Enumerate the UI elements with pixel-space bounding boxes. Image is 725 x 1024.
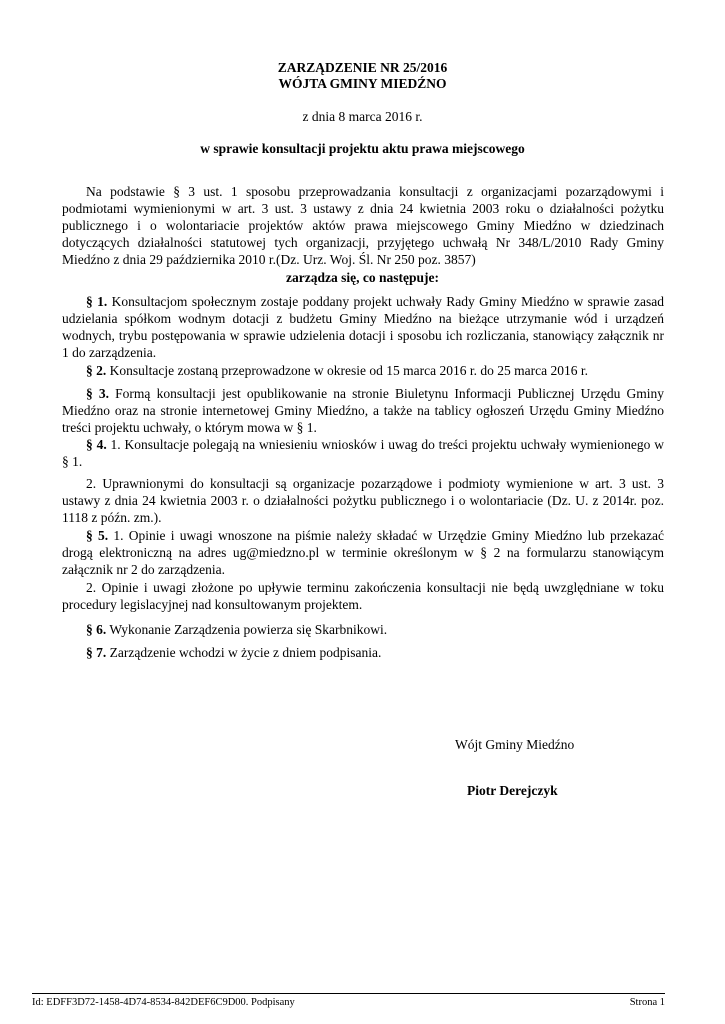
section-4-point-1: [62, 436, 664, 470]
section-4-point-2: [62, 475, 664, 526]
section-3: [62, 385, 664, 436]
footer-divider: [32, 993, 665, 994]
section-6-text: Wykonanie Zarządzenia powierza się Skarbnikowi.: [106, 622, 388, 637]
ordains-heading: zarządza się, co następuje:: [286, 270, 439, 285]
footer-document-id: Id: EDFF3D72-1458-4D74-8534-842DEF6C9D00. Podpisany: [32, 997, 295, 1008]
section-4-label: § 4.: [86, 437, 107, 452]
section-6-label: § 6.: [86, 622, 107, 637]
preamble-paragraph: Na podstawie § 3 ust. 1 sposobu przeprowadzania konsultacji z organizacjami pozarządowymi i podmiotami wymienionymi w art. 3 ust. 3 ustawy z dnia 24 kwietnia 2003 roku o działalności pożytku publicznego i o wolontariacie projektów aktów prawa miejscowego Gminy Miedźno w dziedzinach dotyczących działalności statutowej tych organizacji, przyjętego uchwałą Nr 348/L/2010 Rady Gminy Miedźno z dnia 29 października 2010 r.(Dz. Urz. Woj. Śl. Nr 250 poz. 3857): [62, 184, 664, 267]
section-4-text: 1. Konsultacje polegają na wniesieniu wniosków i uwag do treści projektu uchwały wymienionego w § 1.: [62, 437, 664, 469]
section-4-point-2-text: 2. Uprawnionymi do konsultacji są organizacje pozarządowe i podmioty wymienione w art. 3 ust. 3 ustawy z dnia 24 kwietnia 2003 r. o działalności pożytku publicznego i o wolontariacie (Dz. U. z 2014r. poz. 1118 z późn. zm.).: [62, 476, 664, 525]
document-date: z dnia 8 marca 2016 r.: [302, 109, 423, 124]
signatory-position: Wójt Gminy Miedźno: [455, 737, 575, 752]
section-5-point-2-text: 2. Opinie i uwagi złożone po upływie terminu zakończenia konsultacji nie będą uwzględniane w toku procedury legislacyjnej nad konsultowanym projektem.: [62, 580, 664, 612]
section-7-label: § 7.: [86, 645, 107, 660]
document-title-line2: WÓJTA GMINY MIEDŹNO: [278, 76, 447, 91]
section-6: [62, 621, 664, 638]
footer-page-number: Strona 1: [629, 997, 665, 1008]
section-5-text: 1. Opinie i uwagi wnoszone na piśmie należy składać w Urzędzie Gminy Miedźno lub przekazać drogą elektroniczną na adres ug@miedzno.pl w terminie określonym w § 2 na formularzu stanowiącym załącznik nr 2 do zarządzenia.: [62, 528, 664, 577]
section-2-text: Konsultacje zostaną przeprowadzone w okresie od 15 marca 2016 r. do 25 marca 2016 r.: [106, 363, 588, 378]
section-1: [62, 293, 664, 361]
section-2-label: § 2.: [86, 363, 107, 378]
section-1-text: Konsultacjom społecznym zostaje poddany projekt uchwały Rady Gminy Miedźno w sprawie zasad udzielania spółkom wodnym dotacji z budżetu Gminy Miedźno na bieżące utrzymanie wód i urządzeń wodnych, trybu postępowania w sprawie udzielenia dotacji i sposobu ich rozliczania, stanowiący załącznik nr 1 do zarządzenia.: [62, 294, 664, 360]
section-7: [62, 644, 664, 661]
section-1-label: § 1.: [86, 294, 108, 309]
document-subject: w sprawie konsultacji projektu aktu prawa miejscowego: [200, 141, 525, 156]
section-2: [62, 362, 664, 379]
section-5-point-2: [62, 579, 664, 613]
section-7-text: Zarządzenie wchodzi w życie z dniem podpisania.: [106, 645, 382, 660]
section-5-label: § 5.: [86, 528, 109, 543]
section-3-label: § 3.: [86, 386, 110, 401]
signatory-name: Piotr Derejczyk: [467, 783, 558, 798]
document-title-line1: ZARZĄDZENIE NR 25/2016: [277, 60, 448, 75]
section-3-text: Formą konsultacji jest opublikowanie na stronie Biuletynu Informacji Publicznej Urzędu Gminy Miedźno oraz na stronie internetowej Gminy Miedźno, a także na tablicy ogłoszeń Urzędu Gminy Miedźno treści projektu uchwały, o którym mowa w § 1.: [62, 386, 664, 435]
section-5-point-1: [62, 527, 664, 578]
